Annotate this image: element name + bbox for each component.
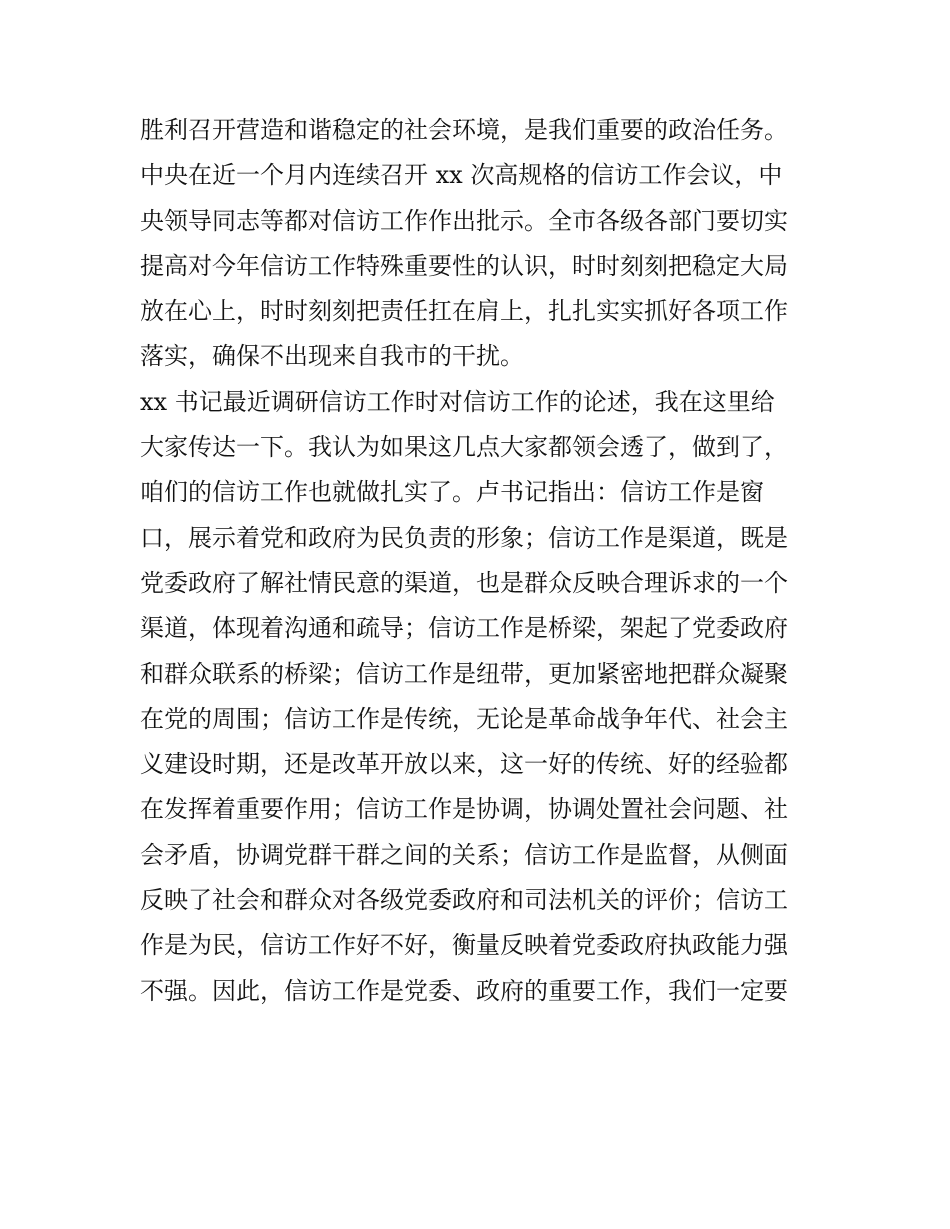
text-line-15: 义建设时期，还是改革开放以来，这一好的传统、好的经验都 xyxy=(140,750,788,779)
text-line-20: 不强。因此，信访工作是党委、政府的重要工作，我们一定要 xyxy=(140,976,788,1005)
text-line-11: 党委政府了解社情民意的渠道，也是群众反映合理诉求的一个 xyxy=(140,568,788,597)
text-line-12: 渠道，体现着沟通和疏导；信访工作是桥梁，架起了党委政府 xyxy=(140,614,788,643)
text-line-3: 央领导同志等都对信访工作作出批示。全市各级各部门要切实 xyxy=(140,206,788,235)
text-line-17: 会矛盾，协调党群干群之间的关系；信访工作是监督，从侧面 xyxy=(140,840,788,869)
text-line-9: 咱们的信访工作也就做扎实了。卢书记指出：信访工作是窗 xyxy=(140,478,764,507)
text-line-6: 落实，确保不出现来自我市的干扰。 xyxy=(140,342,524,371)
text-line-18: 反映了社会和群众对各级党委政府和司法机关的评价；信访工 xyxy=(140,886,788,915)
text-line-13: 和群众联系的桥梁；信访工作是纽带，更加紧密地把群众凝聚 xyxy=(140,659,788,688)
text-line-5: 放在心上，时时刻刻把责任扛在肩上，扎扎实实抓好各项工作 xyxy=(140,297,788,326)
text-line-4: 提高对今年信访工作特殊重要性的认识，时时刻刻把稳定大局 xyxy=(140,251,788,280)
text-line-16: 在发挥着重要作用；信访工作是协调，协调处置社会问题、社 xyxy=(140,795,788,824)
text-line-2: 中央在近一个月内连续召开 xx 次高规格的信访工作会议，中 xyxy=(140,161,783,190)
text-line-7: xx 书记最近调研信访工作时对信访工作的论述，我在这里给 xyxy=(140,387,775,416)
text-line-14: 在党的周围；信访工作是传统，无论是革命战争年代、社会主 xyxy=(140,704,788,733)
text-line-1: 胜利召开营造和谐稳定的社会环境，是我们重要的政治任务。 xyxy=(140,116,788,144)
text-line-8: 大家传达一下。我认为如果这几点大家都领会透了，做到了， xyxy=(140,433,788,462)
body-text xyxy=(140,108,812,1014)
text-line-19: 作是为民，信访工作好不好，衡量反映着党委政府执政能力强 xyxy=(140,931,788,960)
text-line-10: 口，展示着党和政府为民负责的形象；信访工作是渠道，既是 xyxy=(140,523,788,552)
